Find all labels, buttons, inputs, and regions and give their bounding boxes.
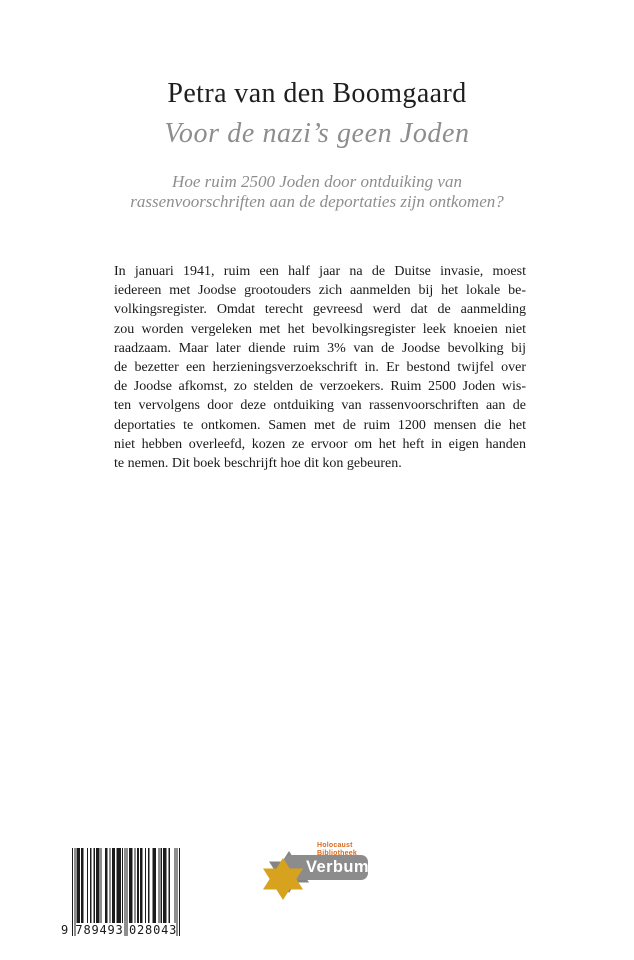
blurb-line: ten vervolgens door deze ontduiking van rassenvoorschriften aan de <box>114 398 526 414</box>
barcode-digit-prefix: 9 <box>60 923 70 937</box>
author-name: Petra van den Boomgaard <box>167 78 467 109</box>
imprint-line-2: Bibliotheek <box>317 849 357 857</box>
publisher-name: Verbum <box>284 855 368 880</box>
imprint-line-1: Holocaust <box>317 842 353 849</box>
blurb <box>114 262 526 473</box>
subtitle-line-1: Hoe ruim 2500 Joden door ontduiking van <box>172 172 462 191</box>
star-of-david-icon <box>263 858 303 900</box>
blurb-line: volkingsregister. Omdat terecht gevreesd werd dat de aanmelding <box>114 302 526 318</box>
blurb-line: In januari 1941, ruim een half jaar na de Duitse invasie, moest <box>114 264 526 279</box>
imprint-label <box>317 842 357 857</box>
barcode-digit-group2: 028043 <box>129 923 178 937</box>
blurb-line: niet hebben overleefd, kozen ze ervoor om het heft in eigen handen <box>114 436 526 452</box>
blurb-line: de Joodse afkomst, zo stelden de verzoekers. Ruim 2500 Joden wis- <box>114 379 526 395</box>
blurb-line: iedereen met Joodse grootouders zich aanmelden bij het lokale be- <box>114 283 526 299</box>
book-title: Voor de nazi’s geen Joden <box>164 118 470 149</box>
blurb-line: zou worden vergeleken met het bevolkingsregister leek knoeien niet <box>114 321 526 337</box>
subtitle-line-2: rassenvoorschriften aan de deportaties zijn ontkomen? <box>130 191 504 211</box>
blurb-line: deportaties te ontkomen. Samen met de ruim 1200 mensen die het <box>114 417 526 433</box>
publisher-logo <box>256 840 386 904</box>
blurb-line: te nemen. Dit boek beschrijft hoe dit kon gebeuren. <box>114 456 402 472</box>
blurb-line: raadzaam. Maar later diende ruim 3% van de Joodse bevolking bij <box>114 340 526 356</box>
blurb-line: de bezetter een herzieningsverzoekschrift in. Er bestond twijfel over <box>114 360 526 376</box>
barcode-digit-group1: 789493 <box>75 923 124 937</box>
barcode <box>60 848 192 940</box>
book-subtitle <box>0 172 634 211</box>
